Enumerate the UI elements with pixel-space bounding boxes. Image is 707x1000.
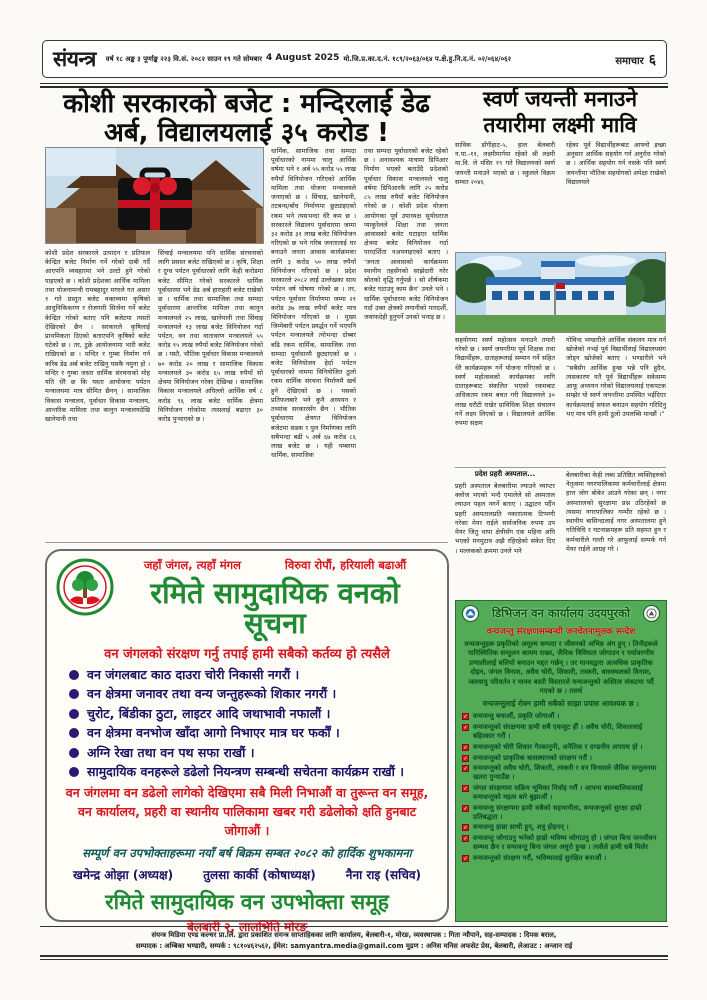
checklist-text: वन्यजन्तुको प्राकृतिक बासस्थानको संरक्षण गरौं । <box>473 753 592 762</box>
bullet-text: सामुदायिक वनहरूले डढेलो नियन्त्रण सम्बन्धी सचेतना कार्यक्रम राखौं । <box>87 764 404 780</box>
bullet-item <box>69 725 435 740</box>
bullet-text: अग्नि रेखा तथा वन पथ सफा राखौं । <box>87 744 255 760</box>
date-english: 4 August 2025 <box>265 53 340 64</box>
checkbox-icon <box>462 744 469 751</box>
slogan-left: जहाँ जंगल, त्यहाँ मंगल <box>143 558 241 572</box>
community-forest-logo-icon <box>56 558 114 616</box>
division-forest-office-logo-icon <box>462 605 479 622</box>
checkbox-icon <box>462 765 469 772</box>
bullet-text: वन क्षेत्रमा जनावर तथा वन्य जन्तुहरूको शिकार नगरौं । <box>87 686 337 702</box>
right-section-divider <box>455 467 666 468</box>
wildlife-ad-header <box>462 605 660 622</box>
temple-gift-illustration <box>46 148 264 244</box>
bullet-text: वन क्षेत्रमा वनभोज खाँदा आगो निभाएर मात्र घर फर्कौं । <box>87 725 340 741</box>
forest-ad-org-name: रमिते सामुदायिक वन उपभोक्ता समूह <box>105 889 389 914</box>
checklist-text: वन्यजन्तु जोगाउनु भनेको हाम्रो भविष्य जोगाउनु हो । जंगल बिना जनजीवन सम्भव छैन र वन्यजन्तु बिना जंगल अधुरो हुन्छ । त्यसैले हामी सबै मिलेर <box>473 834 657 852</box>
page-number: ६ <box>648 51 656 68</box>
budget-article-column-1: कोशी प्रदेश सरकारले उत्पादन र प्रतिफल केन्द्रित बजेट निर्माण गर्ने गरेको दाबी गर्दै आएपनि व्यवहारमा भने उल्टो हुने गरेको पाइएको छ । कोशी प्रदेशका आर्थिक मामिला तथा योजनामन्त्री रामबहादुर मगरले गत असार १ गते प्रस्तुत बजेट वक्तव्यमा कृषिको आधुनिकिकरण र रोजगारी सिर्जना गर्ने बजेट केन्द्रित गरेको बताए पनि बजेटमा त्यस्तो देखिएको छैन । सरकारले कृषिलाई प्राथमिकता दिएको बताएपनि कृषिको बजेट घटेको छ । तर, टुक्रे आयोजनामा भारी बजेट राखिएको छ । मन्दिर र गुम्बा निर्माण गर्न करिब डेढ अर्ब बजेट राखिनु यसकै नमुना हो । मन्दिर र गुम्बा जस्ता धार्मिक संरचनाको मोह यति धेरै छ कि यस्ता आयोजना पर्यटन मन्त्रालयमा मात्र सीमित छैनन् । सामाजिक विकास मन्त्रालय, पूर्वाधार विकास मन्त्रालय, आन्तरिक मामिला तथा कानुन मन्त्रालयदेखि खानेपानी तथा <box>45 249 150 423</box>
ad-slogans <box>59 558 435 573</box>
school-article-column-4: गोविन्द भण्डारीले आर्थिक संकलन मात्र गर्न खोजेको नभई पूर्व विद्यार्थीलाई विद्यालयसंग जोड्न खोजेको बताए । भण्डारीले भने “सबैसँग आर्थिक हुन्छ भन्ने पनि हुदैन, त्यसकारण यतै पूर्व विद्यार्थीहरू सकेसम्म आफू अध्ययन गरेको विद्यालयलाई एकपटक सम्झेर यो स्वर्ण जयन्तीमा उपस्थित भईदिएर कार्यक्रमलाई सफल बनाउन सहयोग गरिदिनु भए मात्र पनि हामी ठुलो उपलब्धि मान्छौं ।” <box>566 336 666 418</box>
official-chairman: खमेन्द्र ओझा (अध्यक्ष) <box>73 867 174 882</box>
checklist-text: वन्यजन्तु संरक्षणमा हामी सबैको सहभागीता, वन्यजन्तुको सुरक्षा हाम्रो प्रतिबद्धता । <box>473 803 642 821</box>
section-label: समाचार <box>615 55 644 67</box>
wildlife-ad-subtitle: वन्यजन्तु संरक्षणसम्बन्धी जनचेतनामूलक सन्देश <box>486 627 636 637</box>
checklist-item <box>462 764 660 782</box>
school-article-column-2: रहेका पूर्व विद्यार्थीहरूबाट आफ्नो इच्छा अनुसार आर्थिक सहयोग गर्न अनुरोध गरेको छ । आर्थिक सहयोग गर्न नसके पनि स्वर्ण जयन्तीमा भौतिक सहयोगको अपेक्षा राखेको विद्यालयले <box>566 141 666 186</box>
forest-ad-subtitle: वन जंगलको संरक्षण गर्नु तपाई हामी सबैको कर्तव्य हो त्यसैले <box>104 646 390 662</box>
registration-numbers: मो.जि.प्र.का.द.नं. १८९/२०६३/०६४ प.क्षे.हु.नि.द.नं. ०२/०६४/०६२ <box>343 54 512 63</box>
checklist-item <box>462 834 660 852</box>
checklist-item <box>462 823 660 832</box>
bullet-item <box>69 667 435 682</box>
checkbox-icon <box>462 724 469 731</box>
newspaper-title: संयन्त्र <box>53 47 96 71</box>
official-secretary: नैना राइ (सचिव) <box>345 867 421 882</box>
government-emblem-logo-icon <box>643 605 660 622</box>
bullet-item <box>69 686 435 701</box>
budget-article-headline: कोशी सरकारको बजेट : मन्दिरलाई डेढ अर्ब, विद्यालयलाई ३५ करोड ! <box>63 89 430 149</box>
forest-ad-bullet-list <box>59 667 435 780</box>
checklist-item <box>462 804 660 822</box>
footer-divider-top <box>40 926 668 927</box>
wildlife-ad-checklist <box>462 712 660 862</box>
issue-line: वर्ष १८ अङ्क ३ पूर्णाङ्क २२३ वि.सं. २०८२ साउन १९ गते सोमबार <box>105 54 262 63</box>
police-article-column-1: प्रहरी अस्पताल बेलबारीमा ल्याउने च्याप्टर क्लोज भएको भन्दै एमालेले सो अस्पताल ल्याउन पहल नगर्ने बताए । उद्घाटन पर्दैन प्रहरी अस्पतालप्रति नकारात्मक टिप्पणी गरेका मेयर राईले सार्वजनिक रुपमा उप मेयर जितु थापा क्षेत्रीसँग एक महिना अघि भएको मनमुटाव अझै रहिरहेको संकेत दिए । मल्लकको क्रममा उनले भने <box>455 482 555 555</box>
checkbox-icon <box>462 824 469 831</box>
budget-article-column-4: तथा सम्पदा पूर्वाधारको बजेट रहेको छ । अनावश्यक मात्रामा डिपिआर निर्माण भएको बताउँदै प्रदेशको पूर्वाधार विकास मन्त्रालयले चालु वर्षमा डिपिआरकै लागि २५ करोड ८५ लाख रुपैयाँ बजेट विनियोजन गरेको छ । कोशी प्रदेश योजना आयोगका पूर्व उपाध्यक्ष सुयोधराज प्याकुरेलले शिक्षा तथा जनता आवासको बजेट घटाइएर धार्मिक क्षेत्रमा बजेट विनियोजन गर्दा पारदर्शिता नअपनाइएको बताए । ‘जनता आवासको कार्यक्रममा स्थानीय तहसँगको साझेदारी गरेर स्रोतको वृद्धि गर्नुपर्छ । सो शीर्षकमा बजेट घटाउनु काम छैन’ उनले भने । धार्मिक पूर्वाधारमा बजेट विनियोजन गर्दा उक्त क्षेत्रको लगानीको पारदर्शी, जवाफदेही हुनुपर्ने उनको भनाइ छ । <box>364 147 448 321</box>
school-article-column-3: सहयोगमा स्वर्ण महोत्सव मनाउने तयारी गरेको छ । स्वर्ण जयन्तीमा पूर्व शिक्षक तथा विद्यार्थीहरू, दाताहरूलाई सम्मान गर्ने सहित धेरै कार्यक्रमहरू गर्ने योजना गरिएको छ । स्वर्ण महोत्सवको कार्यक्रमका लागि दाताहरूबाट संकलित भएको रकमबाट अधिकतम रकम बचत गरी विद्यालयले ३० लाख धरौटी राखेर प्राविधिक शिक्षा संचालन गर्ने लक्ष्य लिएको छ । विद्यालयले आर्थिक रुपमा सक्षम <box>455 336 555 427</box>
checkbox-icon <box>462 755 469 762</box>
bullet-item <box>69 764 435 779</box>
bullet-dot-icon <box>69 670 79 680</box>
checklist-text: वन्यजन्तुको संरक्षणमा हामी सबै एकजुट हौं । अवैध चोरी, शिकारलाई बहिस्कार गरौं । <box>473 723 643 740</box>
wildlife-ad <box>455 600 667 922</box>
footer-line-2: सम्पादक : अम्बिका भण्डारी, सम्पर्क : ९८१०४६२५६२, ईमेल: samyantra.media@gmail.com मुद्रण : अनिस मनिस अफसेट प्रेस, बेलबारी, लेआउट : अन्जान राई <box>135 942 573 951</box>
bullet-dot-icon <box>69 728 79 738</box>
school-building-photo <box>455 252 666 333</box>
bullet-dot-icon <box>69 709 79 719</box>
bullet-dot-icon <box>69 689 79 699</box>
checklist-item <box>462 712 660 721</box>
bullet-item <box>69 745 435 760</box>
forest-ad-alert: वन जंगलमा वन डढेलो लागेको देखिएमा सबै मिली निभाऔं वा तुरून्त वन समूह, वन कार्यालय, प्रहरी वा स्थानीय पालिकामा खबर गरी डढेलोको क्षति हुनबाट जोगाऔं । <box>65 785 429 838</box>
official-treasurer: तुलसा कार्की (कोषाध्यक्ष) <box>203 867 316 882</box>
bullet-text: चुरोट, बिंडीका ठुटा, लाइटर आदि जथाभावी नफालौं । <box>87 705 331 721</box>
budget-article-column-3: धार्मिक, सामाजिक तथा सम्पदा पूर्वाधारको नाममा चालु आर्थिक वर्षमा भने १ अर्ब ५५ करोड ५५ लाख रुपैयाँ विनियोजन गरिएको आर्थिक मामिला तथा योजना मन्त्रालयले जनाएको छ । सिंचाइ, खानेपानी, तटबन्ध/बाँध निर्माणमा छुट्याइएको रकम भने त्यसभन्दा धेरै कम छ । सरकारले विद्यालय पूर्वाधारमा जम्मा ३२ करोड ३१ लाख बजेट विनियोजन गरिएको छ भने गरिब जनतालाई घर बनाउने जनता आवास कार्यक्रमका लागि ३ करोड ५० लाख रुपैयाँ विनियोजन गरिएको छ । प्रदेश सरकारले २०८२ लाई उल्लेखका साथ पर्यटन वर्ष घोषणा गरेको छ । तर, पर्यटन पूर्वाधार निर्माणमा जम्मा २१ करोड ३७ लाख रुपैयाँ बजेट मात्र विनियोजन गरिएको छ । मुख्य जिम्मेबारी पर्यटन प्रवर्द्धन गर्ने भएपनि पर्यटन मन्त्रालयले त्योभन्दा दोब्बर बढि रकम धार्मिक, सामाजिक तथा सम्पदा पूर्वाधारमै छुट्याएको छ । बजेट विनियोजन हेर्दा पर्यटन पूर्वाधारको नाममा विनियोजित ठुलो रकम धार्मिक संरचना निर्माणमै खर्च हुने देखिएको छ । यसको प्रतिफलबारे भने कुनै अध्ययन र तथ्यांक सरकारसँग छैन । भौतिक पूर्वाधारमा क्षेत्रगत विनियोजन बजेटमा सडक र पुल निर्माणका लागि सबैभन्दा बढी ५ अर्ब ६७ करोड ८६ लाख बजेट छ । यही नम्बरमा धार्मिक, सामाजिक <box>271 147 356 460</box>
wildlife-ad-body: वन्यजन्तुहरू प्रकृतिको अमूल्य सम्पदा र जीवनको अभिन्न अंग हुन् । तिनीहरूले पारिस्थितिक सन्तुलन कायम राख्न, जैविक विविधता जोगाउन र पर्यावरणीय प्रणालीलाई बलियो बनाउन मद्दत गर्छन् । तर मानवद्वारा अत्यधिक प्राकृतिक दोहन, जंगल विनाश, अवैध चोरी, शिकारी, तस्करी, बासस्थलको विनाश, जलवायु परिवर्तन र मानव बस्ती विस्तारले वन्यजन्तुको अस्तित्व संकटमा पर्दै गएको छ । तसर्थ <box>464 640 658 695</box>
masthead-right <box>615 50 656 69</box>
temple-gift-photo <box>45 147 264 244</box>
forest-ad-greeting: सम्पूर्ण वन उपभोक्ताहरूमा नयाँ बर्ष बिक्रम सम्बत २०८२ को हार्दिक शुभकामना <box>82 845 412 860</box>
forest-ad-title: रमिते सामुदायिक वनको सूचना <box>150 576 400 641</box>
checklist-item <box>462 784 660 802</box>
budget-article-column-2: सिंचाई मन्त्रालयमा पनि धार्मिक संरचनाको लागि प्रसस्त बजेट राखिएको छ । कृषि, शिक्षा र दुग्ध पर्यटन पूर्वाधारको लागि केही करोडमा बजेट सीमित गरेको सरकारले धार्मिक पूर्वाधारमा भने डेढ अर्ब हाराहारी बजेट राखेको छ । धार्मिक तथा सामाजिक तथा सम्पदा पूर्वाधारमा आन्तरिक मामिला तथा कानुन मन्त्रालयले २५ लाख, खानेपानी तथा सिंचाइ मन्त्रालयले १३ लाख बजेट विनियोजन गर्दा पर्यटन, वन तथा वातावरण मन्त्रालयले ५५ करोड १५ लाख रुपैयाँ बजेट विनियोजन गरेको छ । यस्तै, भौतिक पूर्वाधार विकास मन्त्रालयले ७० करोड २० लाख र सामाजिक विकास मन्त्रालयले ३० करोड ६५ लाख रुपैयाँ सो क्षेत्रमा विनियोजन गरेका देखिन्छ । सामाजिक विकास मन्त्रालयले अघिल्लो आर्थिक वर्ष ८ करोड ९६ लाख बजेट धार्मिक क्षेत्रमा विनियोजन गरेकोमा त्यसलाई बढाएर ३० करोड पुर्‍याएको छ । <box>158 249 263 423</box>
wildlife-ad-office: डिभिजन वन कार्यालय उदयपुरको <box>492 606 630 620</box>
police-article-column-2: बेलबारीका केही लब्ध प्रतिष्ठित व्यक्तिहरुको नेतृत्वमा नगरपालिकामा कर्मचारीलाई क्षेत्रमा हात्त जोग बोकेर आउने गरेका छन् । नगर अस्पतालको सुरक्षामा प्रश्न उठिरहेको छ त्यसमा नगरपालिका गम्भीर रहेको छ । स्थानीय बासिन्दालाई नगर अस्पतालमा हुने गतिविधि र घटनाक्रमहरू प्रति सहमत हुन र कर्मचारीले गल्ती गरे आफूलाई सम्पर्क गर्न मेयर राईले आग्रह गरे । <box>566 471 666 553</box>
police-article-heading: प्रदेश प्रहरी अस्पताल... <box>474 470 536 478</box>
checkbox-icon <box>462 805 469 812</box>
checkbox-icon <box>462 713 469 720</box>
checklist-item <box>462 743 660 752</box>
checklist-text: वन्यजन्तु बचाऔं, प्रकृति जोगाऔं । <box>473 712 560 721</box>
bullet-text: वन जंगलबाट काठ दाउरा चोरी निकासी नगरौं । <box>87 666 300 682</box>
left-section-divider <box>45 542 448 543</box>
school-article-column-1: साविक डाँगीहाट-५, हाल बेलबारी न.पा.-११, लक्ष्मीमार्गमा रहेको श्री लक्ष्मी मा.वि. ले मंसिर १९ गते विद्यालयको स्वर्ण जयन्ती मनाउने भएको छ । स्कुलले विक्रम सम्वत २०४६ <box>455 141 555 186</box>
forest-ad-address: बेलबारी २, लालभिति मोरङ <box>186 919 307 934</box>
wildlife-ad-callout: वन्यजन्तुलाई रोक्न हामी सबैको साझा प्रयास आवश्यक छ : <box>482 699 640 709</box>
checklist-text: वन्यजन्तुको संरक्षण गरौं, भविष्यलाई सुरक्षित बनाऔं । <box>473 853 607 862</box>
checklist-text: वन्यजन्तुको अवैध चोरी, शिकारी, तस्करी र वन विनाशले जैविक सन्तुलनमा खतरा पुर्‍याउँछ । <box>473 764 657 782</box>
forest-notice-ad <box>45 549 449 934</box>
checklist-item <box>462 854 660 863</box>
bullet-item <box>69 706 435 721</box>
footer-divider-bottom <box>40 955 668 960</box>
checkbox-icon <box>462 835 469 842</box>
checkbox-icon <box>462 785 469 792</box>
school-illustration <box>456 253 666 333</box>
checklist-item <box>462 754 660 763</box>
footer-imprint <box>42 930 666 952</box>
checkbox-icon <box>462 855 469 862</box>
masthead <box>42 40 667 78</box>
footer-line-1: संयन्त्र मिडिया एण्ड कल्चर प्रा.लि. द्वारा प्रकाशित संयन्त्र साप्ताहिकका लागि कार्यालय, बेलबारी-१, मोरङ, व्यवस्थापक : गिता न्यौपाने, सह-सम्पादक : दिपक बराल, <box>151 931 557 939</box>
bullet-dot-icon <box>69 767 79 777</box>
masthead-info <box>106 52 606 66</box>
checklist-text: वन्यजन्तु हाम्रा साथी हुन्, शत्रु होइनन् । <box>473 823 569 832</box>
checklist-text: जंगल संरक्षणमा सक्रिय भूमिका निर्वाह गरौं । आफ्ना बालबालिकालाई वन्यजन्तुको महत्व बारे बुझाऔं । <box>473 784 643 801</box>
bullet-dot-icon <box>69 748 79 758</box>
slogan-right: विरुवा रोपौं, हरियाली बढाऔं <box>284 558 407 572</box>
school-article-headline: स्वर्ण जयन्ती मनाउने तयारीमा लक्ष्मी मावि <box>482 87 638 138</box>
checklist-item <box>462 723 660 741</box>
checklist-text: वन्यजन्तुको चोरी शिकार गैरकानुनी, अनैतिक र दण्डनीय अपराध हो । <box>473 742 643 751</box>
forest-ad-officials <box>59 866 435 883</box>
